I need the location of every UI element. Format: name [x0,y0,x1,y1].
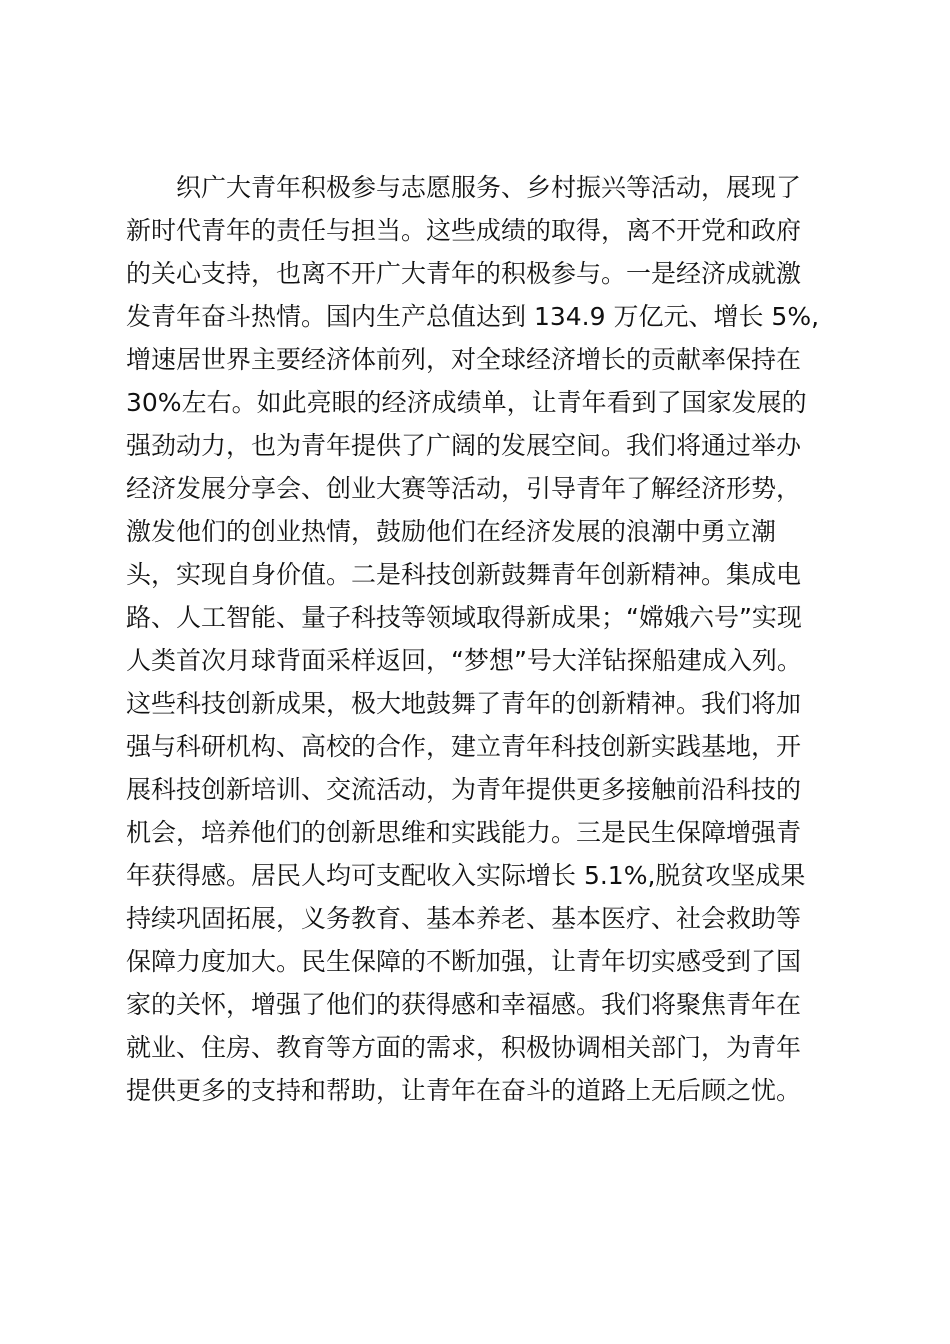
text-line-22: 提供更多的支持和帮助，让青年在奋斗的道路上无后顾之忧。 [126,1076,802,1105]
text-line-12: 人类首次月球背面采样返回，“梦想”号大洋钻探船建成入列。 [126,646,802,675]
text-line-16: 机会，培养他们的创新思维和实践能力。三是民生保障增强青 [126,818,802,847]
text-line-6: 30%左右。如此亮眼的经济成绩单，让青年看到了国家发展的 [126,388,807,417]
text-line-17: 年获得感。居民人均可支配收入实际增长 5.1%,脱贫攻坚成果 [126,861,806,890]
text-line-4: 发青年奋斗热情。国内生产总值达到 134.9 万亿元、增长 5%, [126,302,820,331]
text-line-15: 展科技创新培训、交流活动，为青年提供更多接触前沿科技的 [126,775,802,804]
text-line-8: 经济发展分享会、创业大赛等活动，引导青年了解经济形势， [126,474,802,503]
text-line-18: 持续巩固拓展，义务教育、基本养老、基本医疗、社会救助等 [126,904,802,933]
text-line-3: 的关心支持，也离不开广大青年的积极参与。一是经济成就激 [126,259,802,288]
text-line-9: 激发他们的创业热情，鼓励他们在经济发展的浪潮中勇立潮 [126,517,777,546]
body-paragraph [126,166,826,1112]
text-line-5: 增速居世界主要经济体前列，对全球经济增长的贡献率保持在 [126,345,802,374]
text-line-2: 新时代青年的责任与担当。这些成绩的取得，离不开党和政府 [126,216,802,245]
text-line-10: 头，实现自身价值。二是科技创新鼓舞青年创新精神。集成电 [126,560,802,589]
text-line-21: 就业、住房、教育等方面的需求，积极协调相关部门，为青年 [126,1033,802,1062]
text-line-11: 路、人工智能、量子科技等领域取得新成果；“嫦娥六号”实现 [126,603,802,632]
text-line-20: 家的关怀，增强了他们的获得感和幸福感。我们将聚焦青年在 [126,990,802,1019]
text-line-7: 强劲动力，也为青年提供了广阔的发展空间。我们将通过举办 [126,431,802,460]
text-line-13: 这些科技创新成果，极大地鼓舞了青年的创新精神。我们将加 [126,689,802,718]
text-line-14: 强与科研机构、高校的合作，建立青年科技创新实践基地，开 [126,732,802,761]
text-line-1: 织广大青年积极参与志愿服务、乡村振兴等活动，展现了 [176,173,802,202]
text-line-19: 保障力度加大。民生保障的不断加强，让青年切实感受到了国 [126,947,802,976]
